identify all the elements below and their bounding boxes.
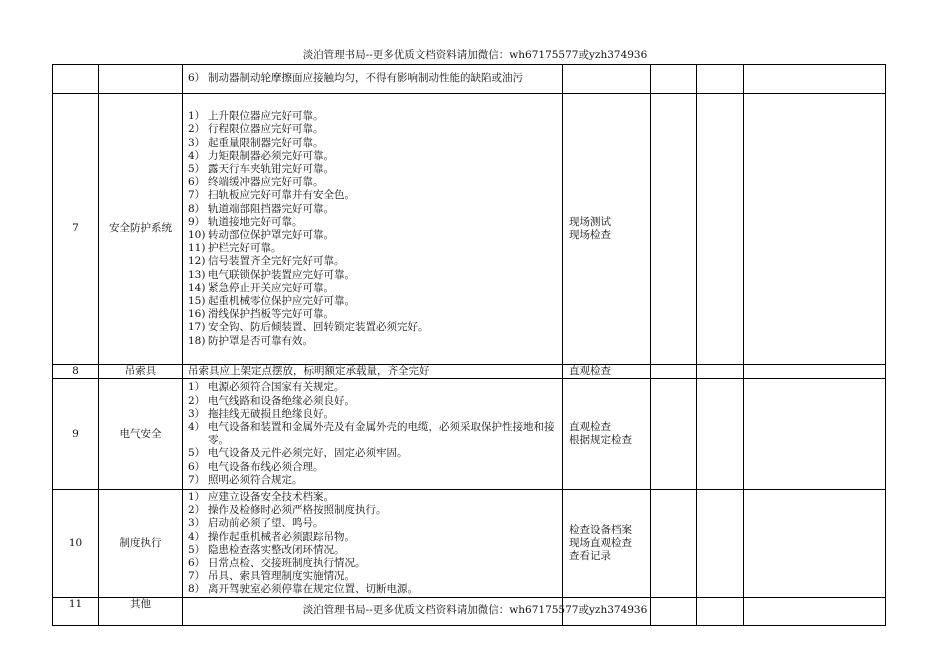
content-line: 4） 力矩限制器必须完好可靠。 [188, 149, 334, 162]
check-method [563, 379, 651, 490]
content-line: 6） 制动器制动轮摩擦面应接触均匀，不得有影响制动性能的缺陷或油污 [188, 72, 523, 85]
check-content [183, 365, 563, 379]
row-number: 11 [53, 598, 99, 626]
check-item-name: 安全防护系统 [99, 94, 183, 365]
empty-cell [697, 65, 744, 94]
content-line: 2） 行程限位器应完好可靠。 [188, 123, 324, 136]
empty-cell [697, 365, 744, 379]
content-line: 2） 电气线路和设备绝缘必须良好。 [188, 394, 355, 407]
content-line: 16) 滑线保护挡板等完好可靠。 [188, 308, 334, 321]
content-line: 15) 起重机械零位保护应完好可靠。 [188, 295, 355, 308]
content-line: 17) 安全钩、防后倾装置、回转锁定装置必须完好。 [188, 321, 429, 334]
empty-cell [651, 365, 697, 379]
content-line: 3） 拖挂线无破损且绝缘良好。 [188, 407, 334, 420]
empty-cell [651, 379, 697, 490]
method-line: 检查设备档案 [569, 523, 632, 536]
check-item-name: 制度执行 [99, 490, 183, 598]
content-line: 9） 轨道接地完好可靠。 [188, 215, 303, 228]
content-line: 3） 启动前必须了望、鸣号。 [188, 517, 324, 530]
check-method [563, 490, 651, 598]
row-number [53, 65, 99, 94]
empty-cell [697, 490, 744, 598]
check-item-name: 电气安全 [99, 379, 183, 490]
inspection-table [52, 64, 886, 626]
row-number: 8 [53, 365, 99, 379]
content-line: 1） 电源必须符合国家有关规定。 [188, 381, 345, 394]
check-content [183, 94, 563, 365]
content-line: 3） 起重量限制器完好可靠。 [188, 136, 324, 149]
content-line: 8） 离开驾驶室必须停靠在规定位置、切断电源。 [188, 583, 418, 596]
empty-cell [744, 490, 886, 598]
empty-cell [697, 379, 744, 490]
content-line: 5） 隐患检查落实整改闭环情况。 [188, 543, 345, 556]
row-number: 10 [53, 490, 99, 598]
content-line: 7） 吊具、索具管理制度实施情况。 [188, 570, 355, 583]
content-line: 1） 上升限位器应完好可靠。 [188, 110, 324, 123]
empty-cell [744, 94, 886, 365]
table-row [53, 365, 886, 379]
check-method [563, 365, 651, 379]
content-line: 6） 终端缓冲器应完好可靠。 [188, 176, 324, 189]
content-line: 7） 扫轨板应完好可靠并有安全色。 [188, 189, 355, 202]
method-line: 查看记录 [569, 550, 611, 563]
content-line: 12) 信号装置齐全完好完好可靠。 [188, 255, 345, 268]
content-line: 14) 紧急停止开关应完好可靠。 [188, 281, 334, 294]
content-line: 吊索具应上架定点摆放，标明额定承载量，齐全完好 [188, 365, 430, 377]
page-footer: 淡泊管理书局--更多优质文档资料请加微信：wh67175577或yzh374936 [302, 604, 648, 616]
row-number: 9 [53, 379, 99, 490]
content-line: 4） 操作起重机械者必须跟踪吊物。 [188, 530, 355, 543]
check-method [563, 65, 651, 94]
check-item-name: 其他 [99, 598, 183, 626]
empty-cell [744, 65, 886, 94]
table-row [53, 379, 886, 490]
content-line: 5） 电气设备及元件必须完好，固定必须牢固。 [188, 447, 408, 460]
table-row [53, 94, 886, 365]
content-line: 4） 电气设备和装置和金属外壳及有金属外壳的电缆，必须采取保护性接地和接零。 [188, 421, 555, 447]
content-line: 2） 操作及检修时必须严格按照制度执行。 [188, 504, 387, 517]
page-header: 淡泊管理书局--更多优质文档资料请加微信：wh67175577或yzh374936 [302, 49, 648, 61]
content-line: 8） 轨道端部阻挡器完好可靠。 [188, 202, 334, 215]
empty-cell [651, 490, 697, 598]
check-item-name: 吊索具 [99, 365, 183, 379]
check-content [183, 379, 563, 490]
method-line: 现场检查 [569, 229, 611, 241]
method-line: 直观检查 [569, 421, 611, 433]
content-line: 11) 护栏完好可靠。 [188, 242, 282, 255]
empty-cell [651, 65, 697, 94]
table-row [53, 65, 886, 94]
content-line: 7） 照明必须符合规定。 [188, 473, 303, 486]
content-line: 1） 应建立设备安全技术档案。 [188, 490, 334, 503]
method-line: 现场直观检查 [569, 537, 632, 550]
content-line: 6） 日常点检、交接班制度执行情况。 [188, 556, 366, 569]
content-line: 6） 电气设备布线必须合理。 [188, 460, 324, 473]
content-line: 5） 露天行车夹轨钳完好可靠。 [188, 162, 334, 175]
check-content [183, 65, 563, 94]
empty-cell [651, 94, 697, 365]
check-item-name [99, 65, 183, 94]
empty-cell [697, 94, 744, 365]
empty-cell [744, 365, 886, 379]
method-line: 现场测试 [569, 215, 611, 228]
method-line: 直观检查 [569, 365, 611, 377]
check-content [183, 490, 563, 598]
content-line: 13) 电气联锁保护装置应完好可靠。 [188, 268, 355, 281]
empty-cell [744, 379, 886, 490]
content-line: 10) 转动部位保护罩完好可靠。 [188, 229, 334, 241]
table-row [53, 490, 886, 598]
row-number: 7 [53, 94, 99, 365]
method-line: 根据规定检查 [569, 434, 632, 447]
content-line: 18) 防护罩是否可靠有效。 [188, 334, 313, 347]
check-method [563, 94, 651, 365]
